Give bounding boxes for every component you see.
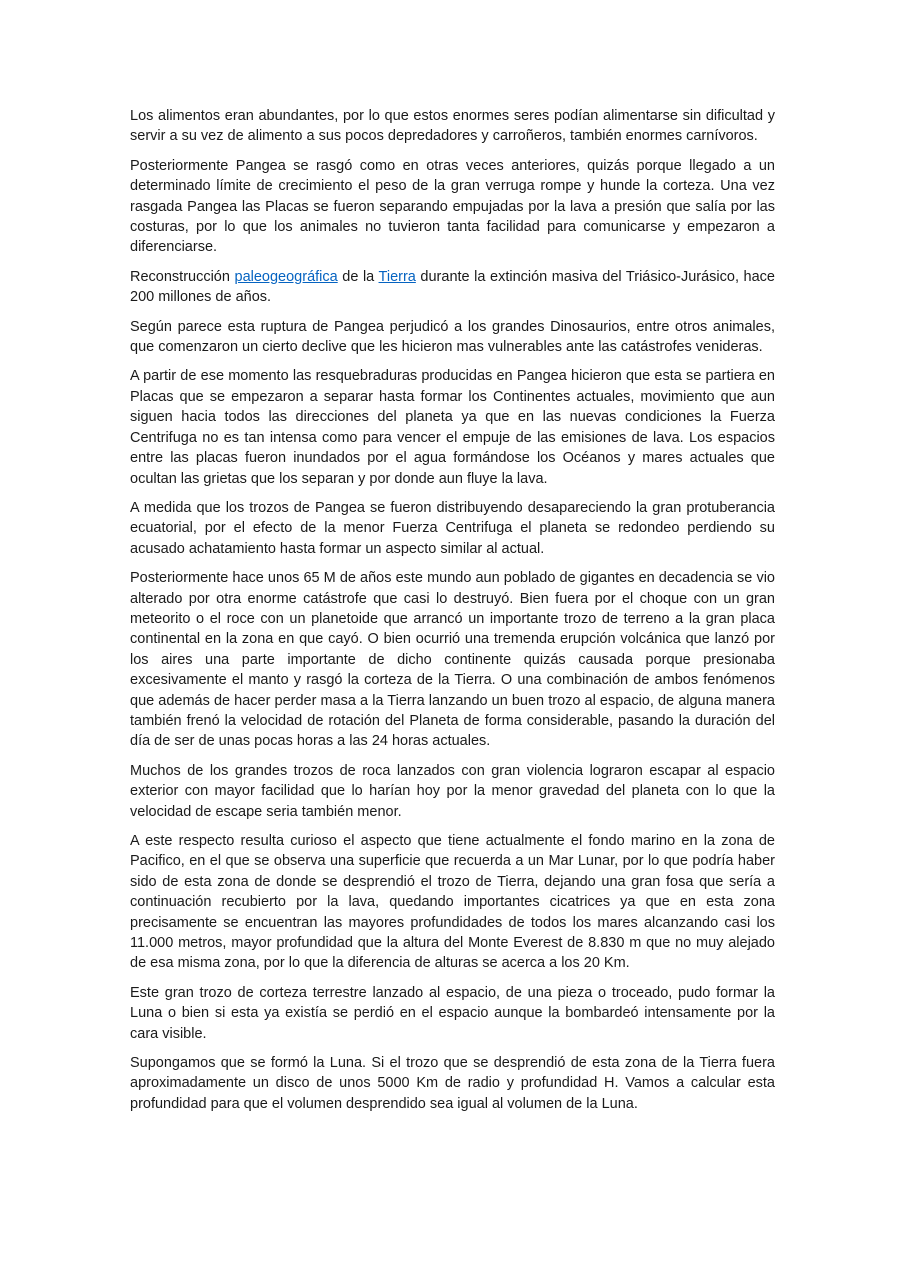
paragraph-resquebraduras: A partir de ese momento las resquebraduras producidas en Pangea hicieron que esta se partiera en Placas que se empezaron a separar hasta formar los Continentes actuales, movimiento que aun siguen hacia todos las direcciones del planeta ya que en las nuevas condiciones la Fuerza Centrifuga no es tan intensa como para vencer el empuje de las emisiones de lava. Los espacios entre las placas fueron inundados por el agua formándose los Océanos y mares actuales que ocultan las grietas que los separan y por donde aun fluye la lava.	[130, 368, 775, 487]
document-body	[130, 106, 775, 1114]
paragraph-reconstruccion	[130, 267, 775, 308]
paragraph-text: de la	[337, 268, 379, 285]
paragraph-ruptura-dinosaurios: Según parece esta ruptura de Pangea perjudicó a los grandes Dinosaurios, entre otros animales, que comenzaron un cierto declive que les hicieron mas vulnerables ante las catástrofes venideras.	[130, 318, 775, 356]
link-tierra[interactable]: Tierra	[378, 268, 416, 285]
paragraph-supongamos-luna: Supongamos que se formó la Luna. Si el trozo que se desprendió de esta zona de la Tierra fuera aproximadamente un disco de unos 5000 Km de radio y profundidad H. Vamos a calcular esta profundidad para que el volumen desprendido sea igual al volumen de la Luna.	[130, 1055, 775, 1112]
paragraph-alimentos: Los alimentos eran abundantes, por lo que estos enormes seres podían alimentarse sin dificultad y servir a su vez de alimento a sus pocos depredadores y carroñeros, también enormes carnívoros.	[130, 108, 775, 145]
paragraph-fondo-marino: A este respecto resulta curioso el aspecto que tiene actualmente el fondo marino en la zona de Pacifico, en el que se observa una superficie que recuerda a un Mar Lunar, por lo que podría haber sido de esta zona de donde se desprendió el trozo de Tierra, dejando una gran fosa que sería a continuación recubierto por la lava, quedando importantes cicatrices ya que en esta zona precisamente se encuentran las mayores profundidades de todos los mares alcanzando casi los 11.000 metros, mayor profundidad que la altura del Monte Everest de 8.830 m que no muy alejado de esa misma zona, por lo que la diferencia de alturas se acerca a los 20 Km.	[130, 833, 775, 972]
paragraph-trozo-corteza: Este gran trozo de corteza terrestre lanzado al espacio, de una pieza o troceado, pudo formar la Luna o bien si esta ya existía se perdió en el espacio aunque la bombardeó intensamente por la cara visible.	[130, 984, 775, 1042]
paragraph-catastrofe-65m: Posteriormente hace unos 65 M de años este mundo aun poblado de gigantes en decadencia se vio alterado por otra enorme catástrofe que casi lo destruyó. Bien fuera por el choque con un gran meteorito o el roce con un planetoide que arrancó un importante trozo de terreno a la gran placa continental en la zona en que cayó. O bien ocurrió una tremenda erupción volcánica que lanzó por los aires una parte importante de dicho continente quizás causada porque presionaba excesivamente el manto y rasgó la corteza de la Tierra. O una combinación de ambos fenómenos que además de hacer perder masa a la Tierra lanzando un buen trozo al espacio, de alguna manera también frenó la velocidad de rotación del Planeta de forma considerable, pasando la duración del día de ser de unas pocas horas a las 24 horas actuales.	[130, 570, 775, 750]
paragraph-protuberancia: A medida que los trozos de Pangea se fueron distribuyendo desapareciendo la gran protuberancia ecuatorial, por el efecto de la menor Fuerza Centrifuga el planeta se redondeo perdiendo su acusado achatamiento hasta formar un aspecto similar al actual.	[130, 499, 775, 557]
paragraph-text: Reconstrucción	[130, 268, 235, 285]
paragraph-pangea-rasgo: Posteriormente Pangea se rasgó como en otras veces anteriores, quizás porque llegado a un determinado límite de crecimiento el peso de la gran verruga rompe y hunde la corteza. Una vez rasgada Pangea las Placas se fueron separando empujadas por la lava a presión que salía por las costuras, por lo que los animales no tuvieron tanta facilidad para comunicarse y empezaron a diferenciarse.	[130, 157, 775, 256]
paragraph-text: durante la extinción masiva del Triásico-Jurásico, hace 200 millones de años.	[130, 268, 775, 306]
paragraph-trozos-roca: Muchos de los grandes trozos de roca lanzados con gran violencia lograron escapar al espacio exterior con mayor facilidad que lo harían hoy por la menor gravedad del planeta con lo que la velocidad de escape seria también menor.	[130, 762, 775, 820]
link-paleogeografica[interactable]: paleogeográfica	[234, 268, 338, 285]
